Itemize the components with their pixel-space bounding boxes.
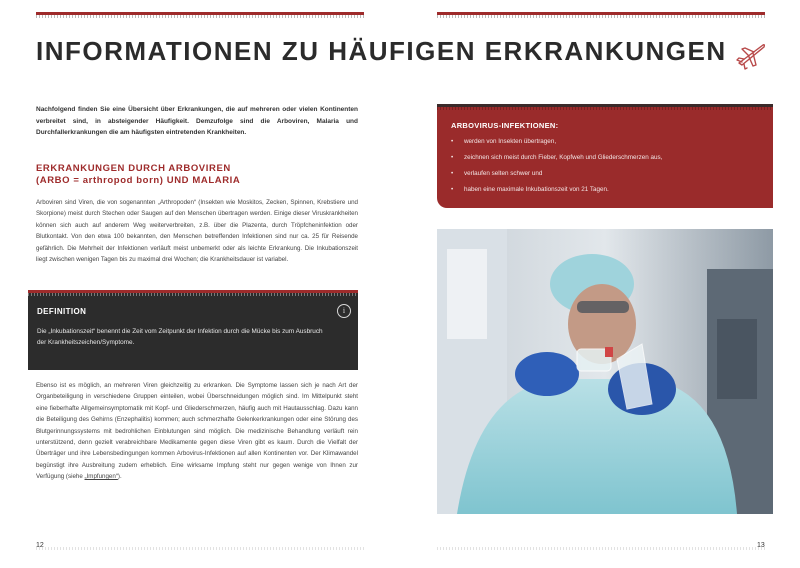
info-icon: i: [337, 304, 351, 318]
arbovirus-info-box: [437, 104, 773, 208]
definition-box: [28, 290, 358, 370]
intro-text: Nachfolgend finden Sie eine Übersicht über Erkrankungen, die auf mehreren oder vielen Kontinenten verbreitet sind, in absteigender Häufigkeit. Demzufolge sind die Arboviren, Malaria und Durchfallerkrankungen die am häufigsten eintretenden Krankheiten.: [36, 106, 358, 137]
footer-line-left: [36, 547, 364, 550]
arbovirus-box-title: ARBOVIRUS-INFEKTIONEN:: [451, 121, 559, 130]
section-heading-line2: (ARBO = arthropod born) UND MALARIA: [36, 175, 241, 186]
arbovirus-list: [451, 134, 662, 198]
page-title: INFORMATIONEN ZU HÄUFIGEN ERKRANKUNGEN: [36, 36, 727, 66]
symptoms-paragraph: [36, 380, 358, 483]
list-item: • verlaufen selten schwer und: [451, 166, 662, 182]
footer-line-right: [437, 547, 765, 550]
page-number-left: 12: [36, 542, 44, 549]
arboviren-paragraph: Arboviren sind Viren, die von sogenannten „Arthropoden“ (Insekten wie Moskitos, Zecken, Spinnen, Krebstiere und Skorpione) meist durch Stechen oder Saugen auf den Menschen übertragen werden. Einige dieser Viruskrankheiten können sich auch auf anderem Weg weiterverbreiten, z.B. über die Plazenta, durch Tröpfcheninfektion oder Blutkontakt. Von den etwa 100 bekannten, den Menschen betreffenden Infektionen sind nur ca. 25 für Reisende gefährlich. Die Mehrheit der Infektionen verläuft meist unbemerkt oder als leichte Erkrankung. Die Inkubationszeit liegt zwischen wenigen Tagen bis zu maximal drei Wochen; die Krankheitsdauer ist variabel.: [36, 199, 358, 264]
list-item: • zeichnen sich meist durch Fieber, Kopfweh und Gliederschmerzen aus,: [451, 150, 662, 166]
top-decorative-bar-left: [36, 12, 364, 18]
laboratory-scientist-photo: [437, 229, 773, 514]
impfungen-link[interactable]: „Impfungen“: [84, 473, 118, 481]
airplane-icon: [734, 37, 768, 71]
list-item: • werden von Insekten übertragen,: [451, 134, 662, 150]
section-heading: [36, 163, 358, 187]
list-item: • haben eine maximale Inkubationszeit von 21 Tagen.: [451, 182, 662, 198]
definition-title: DEFINITION: [37, 307, 87, 316]
symptoms-text: Ebenso ist es möglich, an mehreren Viren gleichzeitig zu erkranken. Die Symptome lassen sich je nach Art der Organbeteiligung in verschiedene Gruppen einteilen, wobei Überschneidungen möglich sind. Im Mittelpunkt steht eine fieberhafte Allgemeinsymptomatik mit Kopf- und Gliederschmerzen, häufig auch mit Hautausschlag. Dazu kann die Beteiligung des Gehirns (Enzephalitis) kommen; auch schmerzhafte Gelenkerkrankungen oder eine Störung des Blutgerinnungssystems mit bedrohlichen Einblutungen sind möglich. Die medizinische Behandlung verläuft rein unterstützend, denn gezielt verabreichbare Medikamente gegen diese Viren gibt es kaum. Durch die Vielfalt der Überträger und ihre Lebensbedingungen kommen Arbovirus-Infektionen auf allen Kontinenten vor. Der Klimawandel begünstigt ihre Ausbreitung zudem erheblich. Eine wirksame Impfung steht nur gegen wenige von Ihnen zur Verfügung (siehe: [36, 382, 358, 481]
top-decorative-bar-right: [437, 12, 765, 18]
symptoms-text-end: ).: [117, 473, 122, 481]
definition-text: Die „Inkubationszeit“ benennt die Zeit vom Zeitpunkt der Infektion durch die Mücke bis zum Ausbruch der Krankheitszeichen/Symptome.: [37, 328, 323, 346]
section-heading-line1: ERKRANKUNGEN DURCH ARBOVIREN: [36, 163, 231, 174]
page-number-right: 13: [757, 542, 765, 549]
